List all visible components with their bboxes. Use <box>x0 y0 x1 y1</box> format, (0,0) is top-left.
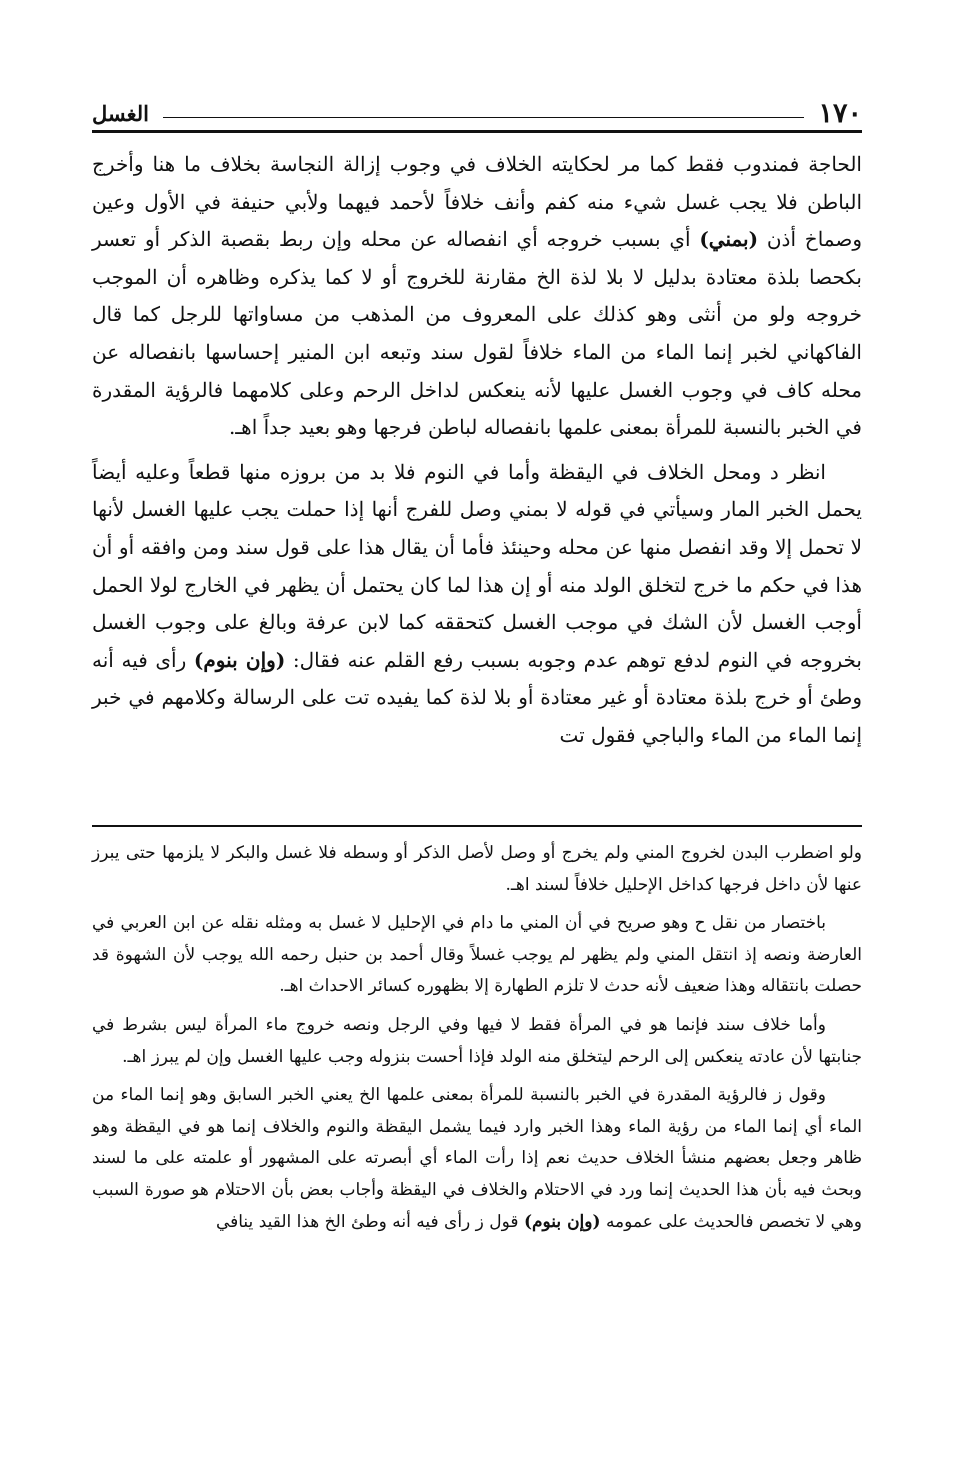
footnote-paragraph-1: ولو اضطرب البدن لخروج المني ولم يخرج أو وصل لأصل الذكر أو وسطه فلا غسل والبكر لا يلزمها حتى يبرز عنها لأن داخل فرجها كداخل الإحليل خلافاً لسند اهـ. <box>92 843 862 895</box>
footnote-p4-text-continued: قول ز رأى فيه أنه وطئ الخ هذا القيد ينافي <box>215 1211 519 1232</box>
header-rule <box>92 130 862 133</box>
main-p2-text-continued: رأى فيه أنه وطئ أو خرج بلذة معتادة أو غير معتادة أو بلا لذة كما يفيده تت على الرسالة وكلامهم في خبر إنما الماء من الماء والباجي فقول تت <box>92 647 862 747</box>
main-paragraph-1 <box>92 146 862 447</box>
main-p2-text: انظر د ومحل الخلاف في اليقظة وأما في النوم فلا بد من بروزه منها قطعاً وعليه أيضاً يحمل الخبر المار وسيأتي في قوله لا بمني وصل للفرج أنها إذا حملت يجب عليها الغسل لأنها لا تحمل إلا وقد انفصل منها عن محله وحينئذ فأما أن يقال هذا على قول سند ومن وافقه أو أن هذا في حكم ما خرج لتخلق الولد منه أو إن هذا لما كان يحتمل أن يظهر في الخارج لولا الحمل أوجب الغسل لأن الشك في موجب الغسل كتحققه كما لابن عرفة وبالغ على وجوب الغسل بخروجه في النوم لدفع توهم عدم وجوبه بسبب رفع القلم عنه فقال: <box>92 459 863 672</box>
footnote-paragraph-3: وأما خلاف سند فإنما هو في المرأة فقط لا فيها وفي الرجل ونصه خروج ماء المرأة ليس بشرط في جنابتها لأن عادته ينعكس إلى الرحم ليتخلق منه الولد فإذا أحست بنزوله وجب عليها الغسل وإن لم يبرز اهـ. <box>92 1014 862 1067</box>
footnote-p4-keyword: (وإن بنوم) <box>523 1211 601 1232</box>
footnotes <box>92 838 862 1245</box>
header-leader-line <box>163 117 804 118</box>
main-p1-keyword: (بمني) <box>699 227 759 252</box>
main-p1-text: الحاجة فمندوب فقط كما مر لحكايته الخلاف في وجوب إزالة النجاسة بخلاف ما هنا وأخرج الباطن فلا يجب غسل شيء منه كفم وأنف خلافاً لأحمد فيهما ولأبي حنيفة في الأول وعين وصماخ أذن <box>92 152 862 252</box>
footnote-separator <box>92 825 862 827</box>
footnote-paragraph-4 <box>92 1080 862 1238</box>
footnote-paragraph-2: باختصار من نقل ح وهو صريح في أن المني ما دام في الإحليل لا غسل به ومثله نقله عن ابن العربي في العارضة ونصه إذ انتقل المني ولم يظهر لم يوجب غسلاً وقال أحمد بن حنبل رحمه الله يوجب لأن الشهوة قد حصلت بانتقاله وهذا ضعيف لأنه حدث لا تلزم الطهارة إلا بظهوره كسائر الاحداث اهـ. <box>92 913 862 997</box>
main-text <box>92 146 862 755</box>
main-paragraph-2 <box>92 454 862 755</box>
chapter-title: الغسل <box>92 101 150 126</box>
footnote-p4-text: وقول ز فالرؤية المقدرة في الخبر بالنسبة للمرأة بمعنى علمها الخ يعني الخبر السابق وهو إنما الماء من الماء أي إنما الماء من رؤية الماء وهذا الخبر وارد فيما يشمل اليقظة والنوم والخلاف إنما هو في اليقظة وهو ظاهر وجعل بعضهم منشأ الخلاف حديث نعم إذا رأت الماء أي أبصرته على المشهور أو علمته على ما لسند وبحث فيه بأن هذا الحديث إنما ورد في الاحتلام والخلاف في اليقظة وأجاب بعض بأن الاحتلام هو صورة السبب وهي لا تخصص فالحديث على عمومه <box>92 1085 862 1232</box>
page-number: ١٧٠ <box>818 98 862 129</box>
main-p2-keyword: (وإن بنوم) <box>193 647 286 672</box>
main-p1-text-continued: أي بسبب خروجه أي انفصاله عن محله وإن ربط بقصبة الذكر أو تعسر بكحصا بلذة معتادة بدليل لا بلا لذة الخ مقارنة للخروج أو لا كما يذكره وظاهره أن الموجب خروجه ولو من أنثى وهو كذلك على المعروف من المذهب من مساواتها للرجل كما قال الفاكهاني لخبر إنما الماء من الماء خلافاً لقول سند وتبعه ابن المنير إحساسها بانفصاله عن محله كاف في وجوب الغسل عليها لأنه ينعكس لداخل الرحم وعلى كلامهما فالرؤية المقدرة في الخبر بالنسبة للمرأة بمعنى علمها بانفصاله لباطن فرجها وهو بعيد جداً اهـ. <box>92 227 862 440</box>
